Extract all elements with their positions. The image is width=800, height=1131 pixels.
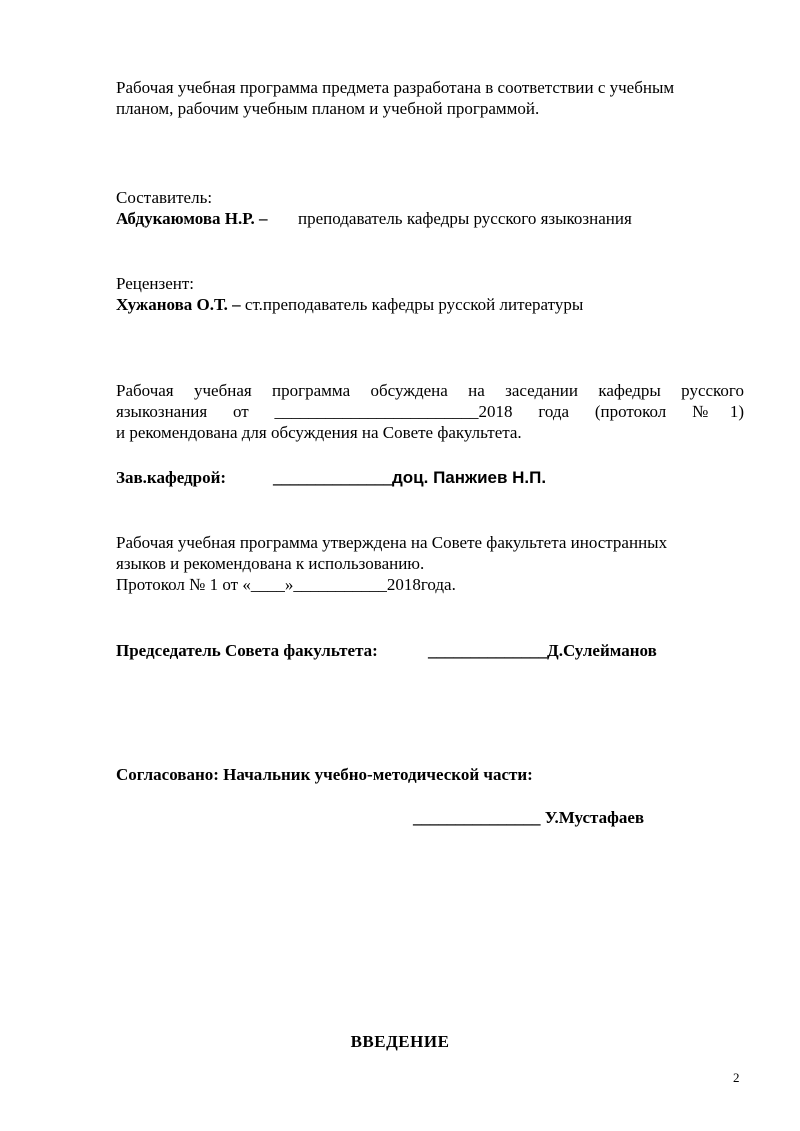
head-of-department-label: Зав.кафедрой: <box>116 468 227 487</box>
approval-paragraph <box>116 532 744 595</box>
page-number: 2 <box>733 1070 740 1085</box>
head-of-department-line <box>116 467 744 488</box>
reviewer-name: Хужанова О.Т. – <box>116 295 241 314</box>
chairman-label: Председатель Совета факультета: <box>116 641 378 660</box>
agreed-label-line <box>116 764 744 785</box>
reviewer-label: Рецензент: <box>116 274 195 293</box>
reviewer-position: ст.преподаватель кафедры русской литературы <box>244 295 584 314</box>
reviewer-line <box>116 294 744 315</box>
chairman-line <box>116 640 744 661</box>
discussion-line-2: языкознания от ________________________2018 года (протокол №1) <box>116 402 744 421</box>
compiler-block <box>116 187 744 229</box>
section-title: ВВЕДЕНИЕ <box>350 1032 450 1051</box>
head-of-department-name: доц. Панжиев Н.П. <box>392 468 547 487</box>
intro-paragraph <box>116 77 744 119</box>
agreed-signature-line <box>413 807 644 828</box>
discussion-line-3: и рекомендована для обсуждения на Совете факультета. <box>116 423 522 442</box>
compiler-position: преподаватель кафедры русского языкознания <box>298 209 632 228</box>
chairman-name: Д.Сулейманов <box>547 641 657 660</box>
intro-line-2: планом, рабочим учебным планом и учебной программой. <box>116 99 540 118</box>
intro-line-1: Рабочая учебная программа предмета разработана в соответствии с учебным <box>116 78 675 97</box>
agreed-name: У.Мустафаев <box>544 808 645 827</box>
approval-line-2: языков и рекомендована к использованию. <box>116 554 425 573</box>
approval-line-3: Протокол № 1 от «____»___________2018года. <box>116 575 456 594</box>
approval-line-1: Рабочая учебная программа утверждена на Совете факультета иностранных <box>116 533 668 552</box>
agreed-label: Согласовано: Начальник учебно-методической части: <box>116 765 533 784</box>
discussion-paragraph <box>116 380 744 443</box>
head-of-department-signature-blank: ______________ <box>273 468 392 487</box>
chairman-signature-blank: ______________ <box>428 641 547 660</box>
compiler-label: Составитель: <box>116 188 213 207</box>
compiler-name: Абдукаюмова Н.Р. – <box>116 209 268 228</box>
agreed-signature-blank: _______________ <box>413 808 541 827</box>
compiler-line <box>116 208 744 229</box>
reviewer-block <box>116 273 744 315</box>
discussion-line-1: Рабочая учебная программа обсуждена на заседании кафедры русского <box>116 381 744 400</box>
